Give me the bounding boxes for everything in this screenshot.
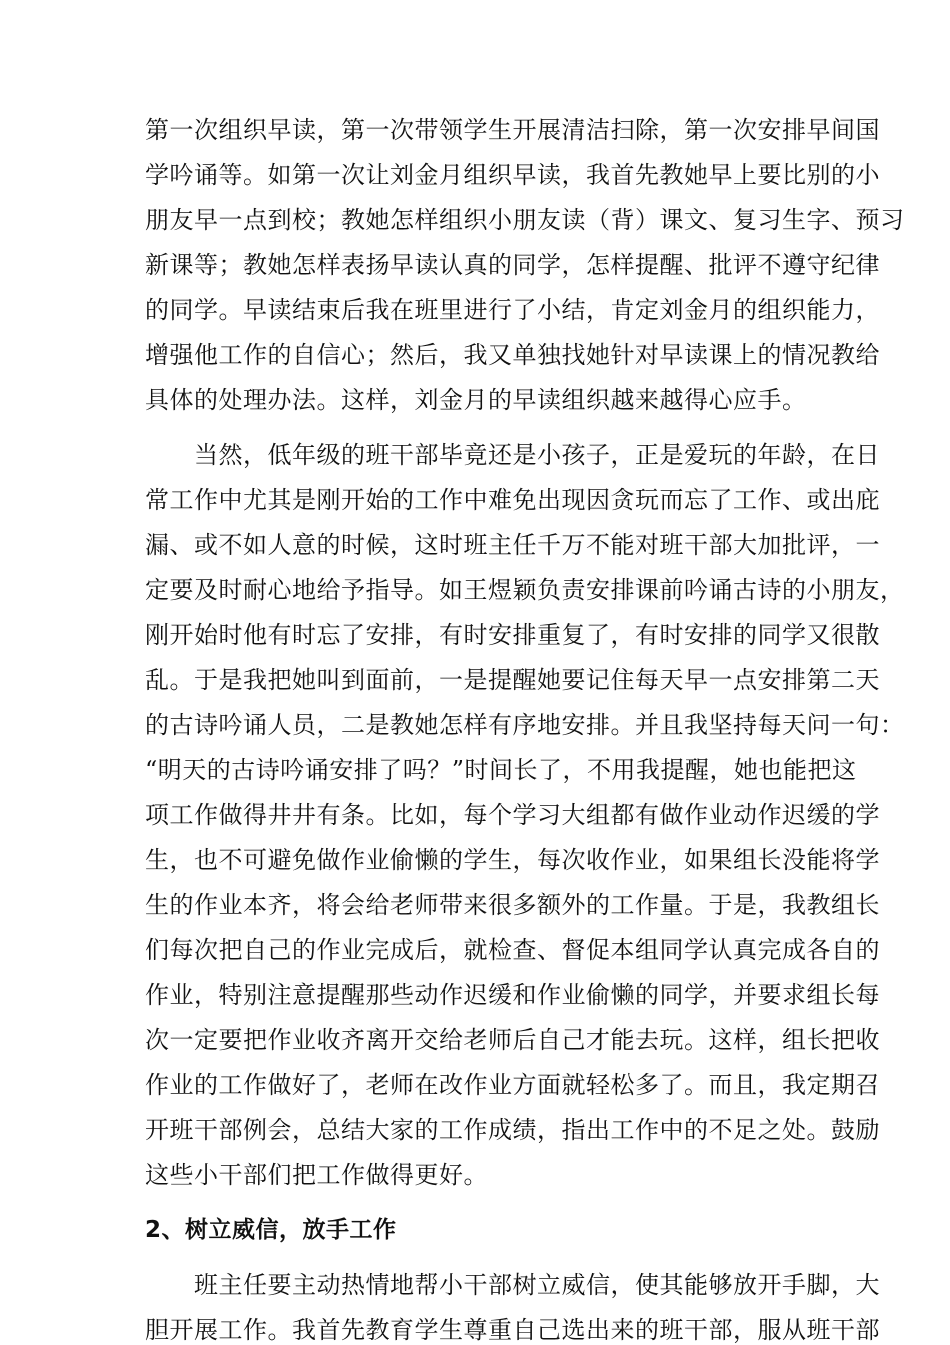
text-line: 班主任要主动热情地帮小干部树立威信，使其能够放开手脚，大 [145, 1271, 880, 1299]
text-line: 作业的工作做好了，老师在改作业方面就轻松多了。而且，我定期召 [145, 1071, 880, 1099]
text-line: 作业，特别注意提醒那些动作迟缓和作业偷懒的同学，并要求组长每 [145, 981, 880, 1009]
text-line: 朋友早一点到校；教她怎样组织小朋友读（背）课文、复习生字、预习 [145, 206, 905, 234]
text-line: 胆开展工作。我首先教育学生尊重自己选出来的班干部，服从班干部 [145, 1316, 880, 1344]
text-line: 次一定要把作业收齐离开交给老师后自己才能去玩。这样，组长把收 [145, 1026, 880, 1054]
text-line: 常工作中尤其是刚开始的工作中难免出现因贪玩而忘了工作、或出庇 [145, 486, 880, 514]
text-line: 开班干部例会，总结大家的工作成绩，指出工作中的不足之处。鼓励 [145, 1116, 880, 1144]
text-line: 乱。于是我把她叫到面前，一是提醒她要记住每天早一点安排第二天 [145, 666, 880, 694]
text-line: 漏、或不如人意的时候，这时班主任千万不能对班干部大加批评，一 [145, 531, 880, 559]
section-heading: 2、树立威信，放手工作 [145, 1217, 397, 1243]
text-line: 第一次组织早读，第一次带领学生开展清洁扫除，第一次安排早间国 [145, 116, 880, 144]
text-line: 们每次把自己的作业完成后，就检查、督促本组同学认真完成各自的 [145, 936, 880, 964]
text-line: 具体的处理办法。这样，刘金月的早读组织越来越得心应手。 [145, 386, 807, 414]
text-line: “明天的古诗吟诵安排了吗？”时间长了，不用我提醒，她也能把这 [145, 756, 857, 784]
text-line: 这些小干部们把工作做得更好。 [145, 1161, 488, 1189]
text-line: 当然，低年级的班干部毕竟还是小孩子，正是爱玩的年龄，在日 [145, 441, 880, 469]
text-line: 刚开始时他有时忘了安排，有时安排重复了，有时安排的同学又很散 [145, 621, 880, 649]
text-line: 项工作做得井井有条。比如，每个学习大组都有做作业动作迟缓的学 [145, 801, 880, 829]
text-line: 的古诗吟诵人员，二是教她怎样有序地安排。并且我坚持每天问一句： [145, 711, 905, 739]
text-line: 的同学。早读结束后我在班里进行了小结，肯定刘金月的组织能力， [145, 296, 880, 324]
text-line: 生，也不可避免做作业偷懒的学生，每次收作业，如果组长没能将学 [145, 846, 880, 874]
text-line: 增强他工作的自信心；然后，我又单独找她针对早读课上的情况教给 [145, 341, 880, 369]
text-line: 学吟诵等。如第一次让刘金月组织早读，我首先教她早上要比别的小 [145, 161, 880, 189]
text-line: 定要及时耐心地给予指导。如王煜颖负责安排课前吟诵古诗的小朋友， [145, 576, 905, 604]
text-line: 生的作业本齐，将会给老师带来很多额外的工作量。于是，我教组长 [145, 891, 880, 919]
text-line: 新课等；教她怎样表扬早读认真的同学，怎样提醒、批评不遵守纪律 [145, 251, 880, 279]
